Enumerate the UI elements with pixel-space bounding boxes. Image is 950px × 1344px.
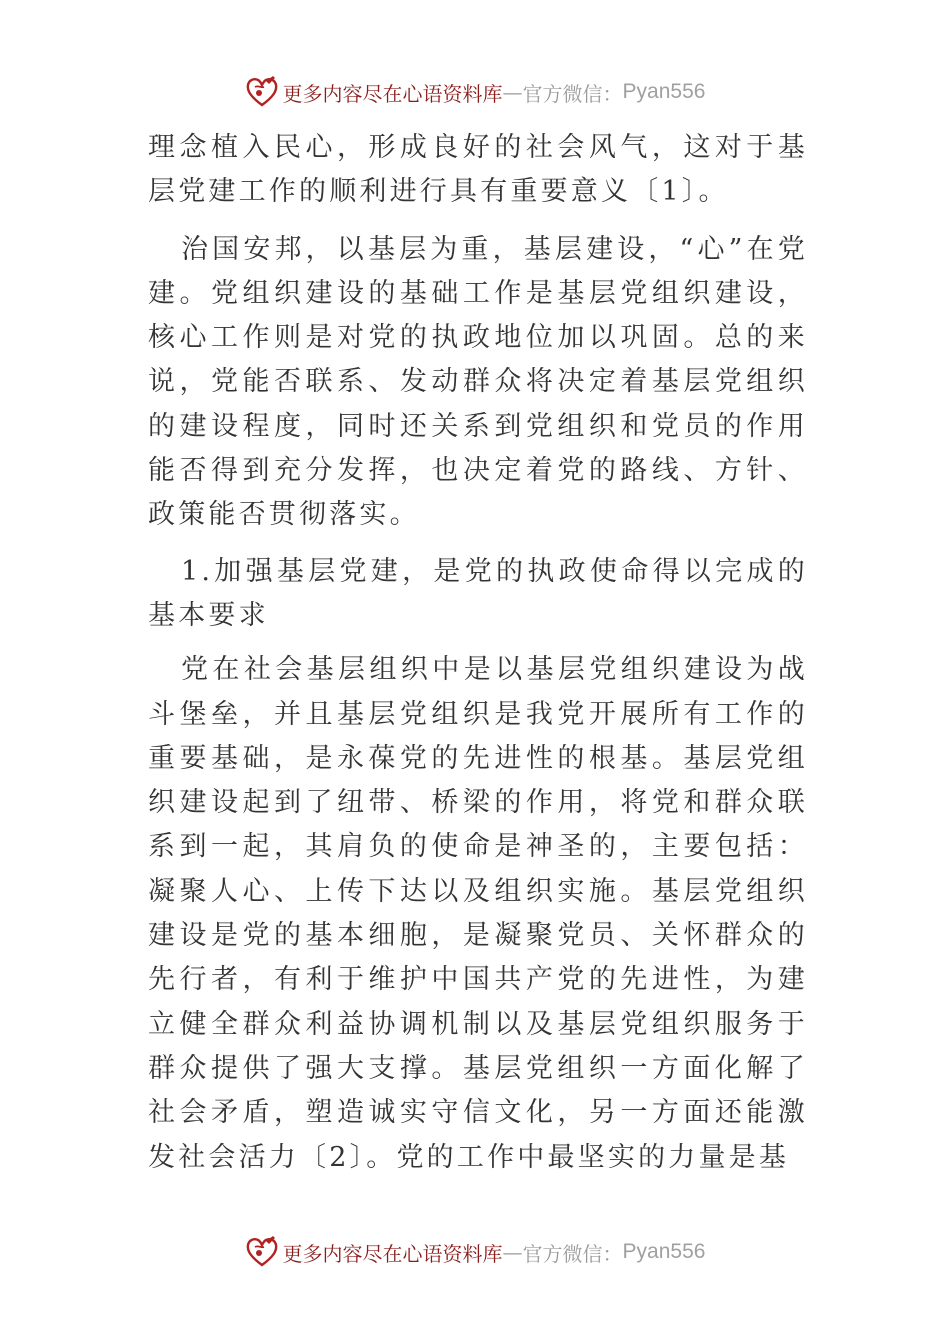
document-body — [148, 126, 808, 1180]
footer-banner — [0, 1232, 950, 1272]
header-banner — [0, 72, 950, 112]
banner-dash: — — [502, 1240, 523, 1264]
paragraph: 党在社会基层组织中是以基层党组织建设为战斗堡垒，并且基层党组织是我党开展所有工作的重要基础，是永葆党的先进性的根基。基层党组织建设起到了纽带、桥梁的作用，将党和群众联系到一起，其肩负的使命是神圣的，主要包括：凝聚人心、上传下达以及组织实施。基层党组织建设是党的基本细胞，是凝聚党员、关怀群众的先行者，有利于维护中国共产党的先进性，为建立健全群众利益协调机制以及基层党组织服务于群众提供了强大支撑。基层党组织一方面化解了社会矛盾，塑造诚实守信文化，另一方面还能激发社会活力〔2〕。党的工作中最坚实的力量是基 — [148, 654, 808, 1173]
promo-text: 更多内容尽在心语资料库 — [282, 1241, 503, 1266]
heart-pen-logo-icon — [245, 75, 279, 109]
wechat-id: Pyan556 — [622, 1240, 706, 1263]
heart-pen-logo-icon — [245, 1235, 279, 1269]
wechat-id: Pyan556 — [622, 80, 706, 103]
wechat-label: 官方微信： — [522, 81, 623, 106]
banner-dash: — — [502, 80, 523, 104]
wechat-label: 官方微信： — [522, 1241, 623, 1266]
section-heading: 1.加强基层党建，是党的执政使命得以完成的基本要求 — [148, 555, 808, 631]
promo-text: 更多内容尽在心语资料库 — [282, 81, 503, 106]
paragraph: 治国安邦，以基层为重，基层建设，“心”在党建。党组织建设的基础工作是基层党组织建设，核心工作则是对党的执政地位加以巩固。总的来说，党能否联系、发动群众将决定着基层党组织的建设程度，同时还关系到党组织和党员的作用能否得到充分发挥，也决定着党的路线、方针、政策能否贯彻落实。 — [148, 233, 808, 531]
paragraph-continued: 理念植入民心，形成良好的社会风气，这对于基层党建工作的顺利进行具有重要意义〔1〕。 — [148, 132, 808, 208]
